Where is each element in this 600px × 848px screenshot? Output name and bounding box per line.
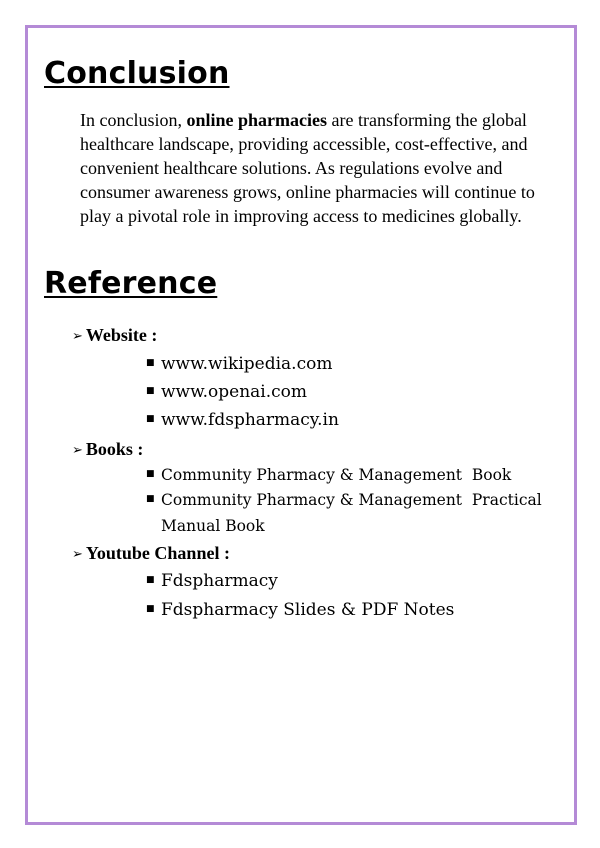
reference-heading: Reference — [44, 266, 218, 301]
books-label: Books : — [85, 439, 144, 459]
youtube-item[interactable] — [146, 599, 454, 622]
website-item[interactable] — [146, 353, 332, 376]
website-item[interactable] — [146, 409, 339, 432]
youtube-category — [72, 542, 230, 567]
book-item-text-continued: Manual Book — [161, 516, 265, 535]
website-item[interactable] — [146, 381, 307, 404]
square-bullet-icon: ■ — [146, 493, 155, 504]
website-item-text: www.fdspharmacy.in — [161, 410, 339, 430]
square-bullet-icon: ■ — [146, 413, 155, 424]
conclusion-heading: Conclusion — [44, 56, 230, 91]
website-label: Website : — [85, 325, 158, 345]
square-bullet-icon: ■ — [146, 574, 155, 585]
website-item-text: www.openai.com — [161, 382, 308, 402]
arrow-bullet-icon: ➢ — [72, 547, 83, 562]
youtube-item-text: Fdspharmacy — [161, 571, 278, 591]
square-bullet-icon: ■ — [146, 603, 155, 614]
books-category — [72, 438, 143, 463]
book-item — [146, 488, 542, 539]
square-bullet-icon: ■ — [146, 468, 155, 479]
website-item-text: www.wikipedia.com — [161, 354, 333, 374]
conclusion-paragraph — [80, 108, 550, 228]
website-category — [72, 324, 157, 349]
arrow-bullet-icon: ➢ — [72, 329, 83, 344]
conclusion-text-end: are transforming the global healthcare landscape, providing accessible, cost-effective, and convenient healthcare solutions. As regulations evolve and consumer awareness grows, online pharmacies will continue to play a pivotal role in improving access to medicines globally. — [80, 110, 535, 226]
conclusion-text-start: In conclusion, — [80, 110, 187, 130]
book-item — [146, 463, 511, 489]
arrow-bullet-icon: ➢ — [72, 443, 83, 458]
youtube-item-text: Fdspharmacy Slides & PDF Notes — [161, 600, 455, 620]
youtube-label: Youtube Channel : — [85, 543, 230, 563]
conclusion-text-bold: online pharmacies — [186, 110, 327, 130]
youtube-item[interactable] — [146, 570, 278, 593]
book-item-text: Community Pharmacy & Management Practical — [161, 491, 542, 509]
square-bullet-icon: ■ — [146, 385, 155, 396]
book-item-text: Community Pharmacy & Management Book — [161, 466, 512, 484]
square-bullet-icon: ■ — [146, 357, 155, 368]
